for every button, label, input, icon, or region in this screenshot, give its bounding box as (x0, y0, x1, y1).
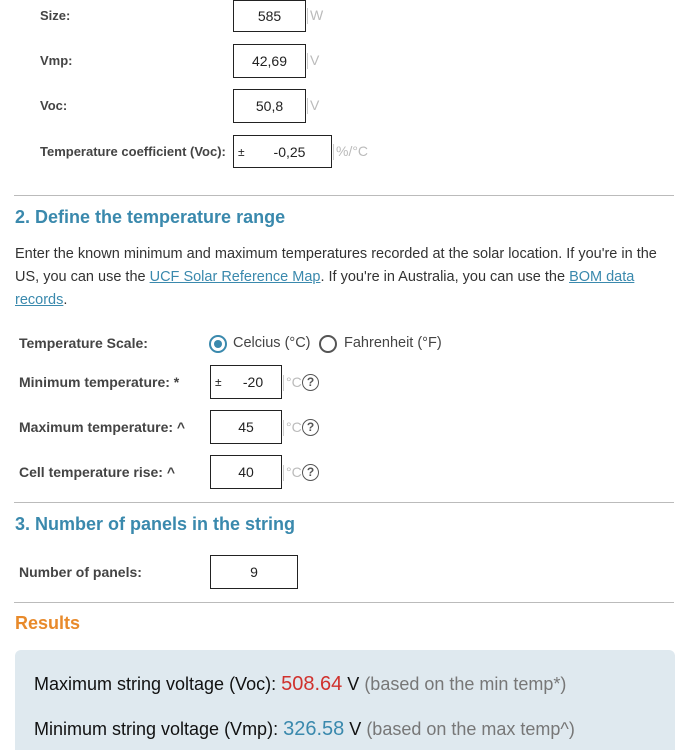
cell-temp-rise-input[interactable] (210, 455, 282, 489)
help-icon[interactable]: ? (302, 374, 319, 391)
vmp-label: Vmp: (40, 53, 73, 68)
fahrenheit-label[interactable]: Fahrenheit (°F) (344, 335, 442, 351)
vmp-value: 42,69 (251, 53, 288, 69)
divider (14, 195, 674, 196)
min-temp-value: -20 (242, 374, 264, 390)
temp-coef-value: -0,25 (273, 143, 306, 160)
min-temp-unit: °C (283, 374, 302, 391)
max-string-voltage-value: 508.64 (281, 673, 343, 695)
ucf-solar-reference-map-link[interactable]: UCF Solar Reference Map (149, 269, 321, 285)
voc-label: Voc: (40, 98, 68, 113)
temperature-scale-label: Temperature Scale: (19, 335, 148, 351)
cell-temp-rise-unit: °C (283, 464, 302, 481)
size-input[interactable] (233, 0, 306, 32)
help-icon[interactable]: ? (302, 464, 319, 481)
size-unit: W (307, 7, 323, 24)
temp-coef-label: Temperature coefficient (Voc): (40, 144, 226, 159)
min-temp-label: Minimum temperature: * (19, 374, 180, 390)
vmp-input[interactable] (233, 44, 306, 78)
fahrenheit-radio[interactable] (319, 335, 337, 353)
max-temp-label: Maximum temperature: ^ (19, 419, 186, 435)
min-temp-input[interactable] (210, 365, 282, 399)
voc-value: 50,8 (255, 98, 284, 114)
celcius-radio[interactable] (209, 335, 227, 353)
max-temp-unit: °C (283, 419, 302, 436)
size-label: Size: (40, 8, 71, 23)
cell-temp-rise-value: 40 (238, 464, 254, 480)
divider (14, 602, 674, 603)
num-panels-input[interactable] (210, 555, 298, 589)
voc-unit: V (307, 97, 319, 114)
section-2-intro: Enter the known minimum and maximum temperatures recorded at the solar location. If you're in the US, you can use the UCF Solar Reference Map. If you're in Australia, you can use the BOM data records. (15, 246, 657, 308)
max-string-voltage: Maximum string voltage (Voc): 508.64 V (based on the min temp*) (34, 673, 567, 695)
cell-temp-rise-label: Cell temperature rise: ^ (19, 464, 176, 480)
celcius-label[interactable]: Celcius (°C) (233, 335, 311, 351)
max-temp-value: 45 (238, 419, 254, 435)
help-icon[interactable]: ? (302, 419, 319, 436)
min-string-voltage: Minimum string voltage (Vmp): 326.58 V (based on the max temp^) (34, 718, 575, 740)
size-value: 585 (257, 8, 282, 24)
plus-minus-toggle[interactable]: ± (215, 375, 222, 389)
num-panels-label: Number of panels: (19, 564, 142, 580)
num-panels-value: 9 (250, 564, 258, 580)
vmp-unit: V (307, 52, 319, 69)
voc-input[interactable] (233, 89, 306, 123)
section-3-title: 3. Number of panels in the string (15, 514, 296, 534)
temp-coef-unit: %/°C (333, 143, 368, 160)
bom-data-records-link[interactable]: BOM data records (15, 269, 635, 308)
max-temp-input[interactable] (210, 410, 282, 444)
divider (14, 502, 674, 503)
section-2-title: 2. Define the temperature range (15, 207, 286, 227)
plus-minus-toggle[interactable]: ± (238, 144, 245, 159)
min-string-voltage-value: 326.58 (283, 718, 345, 740)
results-title: Results (15, 613, 81, 633)
temp-coef-input[interactable] (233, 135, 332, 168)
